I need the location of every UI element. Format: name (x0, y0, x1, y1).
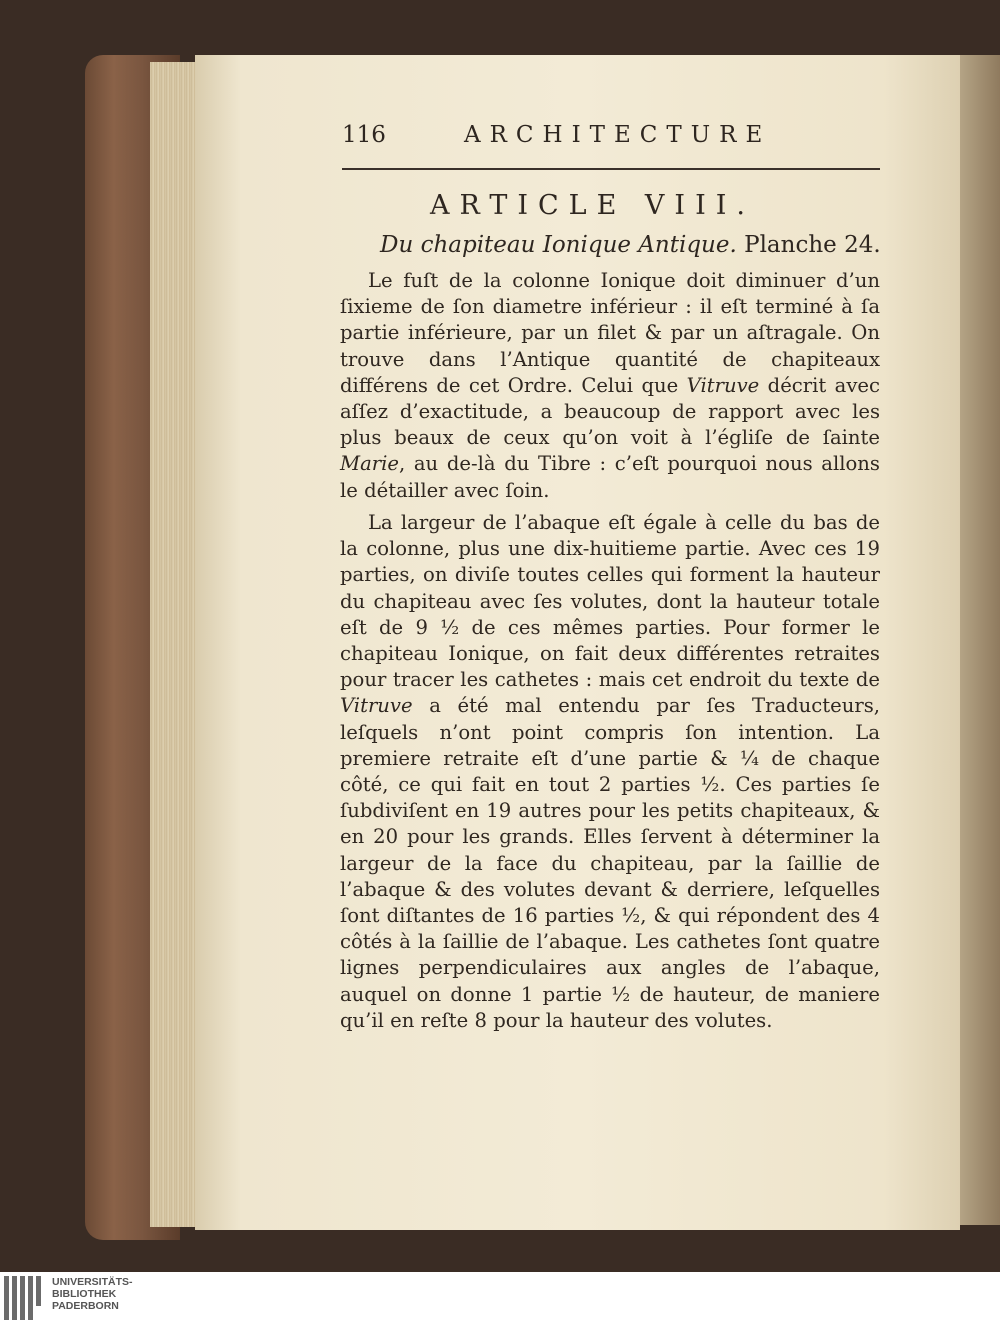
text-run: décrit avec aſſez d’exactitude, a beaucoup de rapport avec les plus beaux de ceux qu’on voit à l’égliſe de ſainte (340, 373, 880, 450)
page-number: 116 (342, 122, 386, 148)
library-logo-text (52, 1276, 133, 1312)
article-subtitle (380, 232, 881, 258)
header-rule (342, 168, 880, 170)
logo-line: UNIVERSITÄTS- (52, 1276, 133, 1288)
text-run: Le fuſt de la colonne Ionique doit diminuer d’un ſixieme de ſon diametre inférieur : il eſt terminé à ſa partie inférieure, par un filet & par un aſtragale. On trouve dans l’Antique quantité de chapiteaux différens de cet Ordre. Celui que (340, 269, 880, 397)
running-title: ARCHITECTURE (464, 122, 772, 148)
subtitle-italic: Du chapiteau Ionique Antique. (380, 232, 737, 258)
library-footer (0, 1272, 1000, 1323)
text-run-italic: Marie (340, 452, 399, 476)
paragraph-1 (340, 268, 880, 504)
text-run: , au de-là du Tibre : c’eſt pourquoi nous allons le détailler avec ſoin. (340, 452, 880, 502)
article-heading: ARTICLE VIII. (430, 190, 755, 221)
text-run-italic: Vitruve (686, 373, 760, 397)
paragraph-2 (340, 510, 880, 1034)
text-run: a été mal entendu par ſes Traducteurs, leſquels n’ont point compris ſon intention. La premiere retraite eſt d’une partie & ¼ de chaque côté, ce qui fait en tout 2 parties ½. Ces parties ſe ſubdiviſent en 19 autres pour les petits chapiteaux, & en 20 pour les grands. Elles ſervent à déterminer la largeur de la face du chapiteau, par la ſaillie de l’abaque & des volutes devant & derriere, leſquelles ſont diſtantes de 16 parties ½, & qui répondent des 4 côtés à la ſaillie de l’abaque. Les cathetes ſont quatre lignes perpendiculaires aux angles de l’abaque, auquel on donne 1 partie ½ de hauteur, de maniere qu’il en reſte 8 pour la hauteur des volutes. (340, 694, 880, 1032)
logo-line: BIBLIOTHEK (52, 1288, 117, 1300)
text-run-italic: Vitruve (340, 694, 413, 718)
page-header (342, 122, 882, 152)
logo-line: PADERBORN (52, 1300, 119, 1312)
book-cover-right (955, 55, 1000, 1225)
text-run: La largeur de l’abaque eſt égale à celle du bas de la colonne, plus une dix-huitieme partie. Avec ces 19 parties, on diviſe toutes celles qui forment la hauteur du chapiteau avec ſes volutes, dont la hauteur totale eſt de 9 ½ de ces mêmes parties. Pour former le chapiteau Ionique, on fait deux différentes retraites pour tracer les cathetes : mais cet endroit du texte de (340, 511, 880, 692)
subtitle-plate: Planche 24. (744, 232, 881, 258)
library-logo-icon (4, 1276, 46, 1320)
